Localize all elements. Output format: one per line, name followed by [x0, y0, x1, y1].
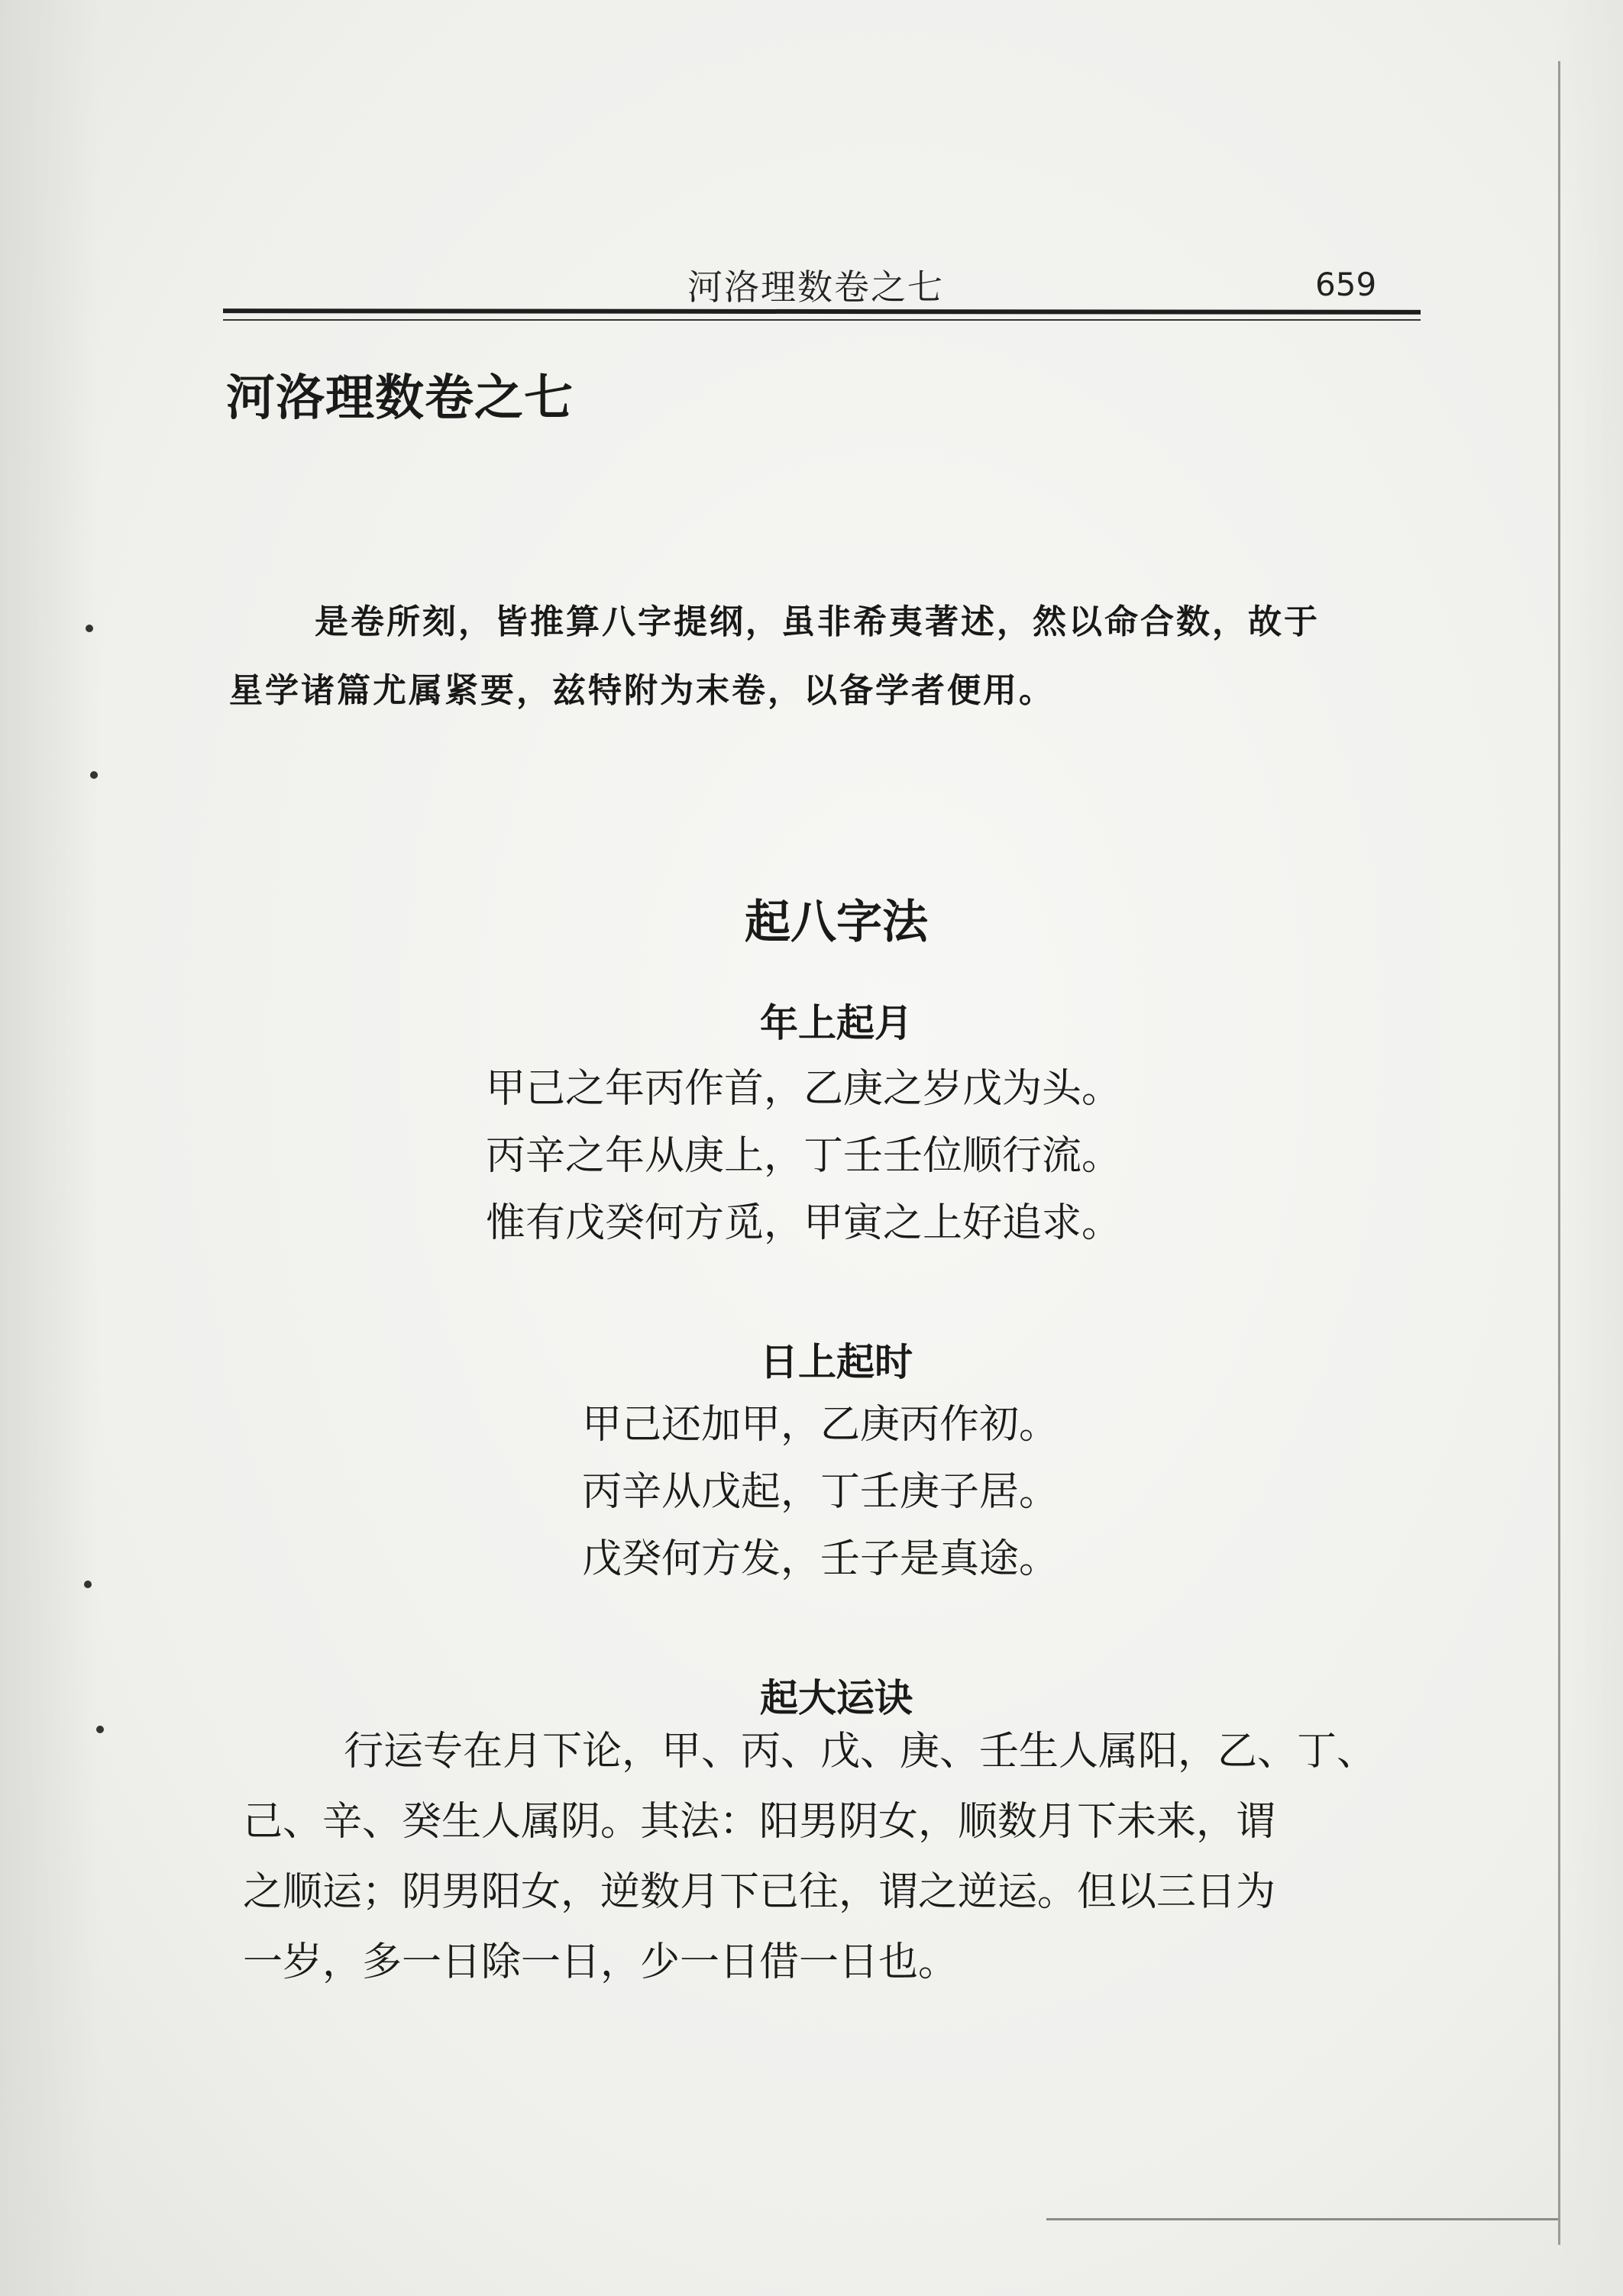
verse-line: 丙辛之年从庚上，丁壬壬位顺行流。: [486, 1133, 1122, 1179]
paragraph-line: 行运专在月下论，甲、丙、戊、庚、壬生人属阳，乙、丁、: [344, 1729, 1377, 1774]
preface-paragraph: [229, 588, 1428, 725]
scan-speck: [96, 1726, 104, 1733]
verse-day-hour: [582, 1391, 1059, 1593]
paragraph-line: 己、辛、癸生人属阴。其法：阳男阴女，顺数月下未来，谓: [243, 1799, 1276, 1845]
paragraph-line: 之顺运；阴男阳女，逆数月下已往，谓之逆运。但以三日为: [243, 1869, 1276, 1915]
scan-shadow-right: [1554, 0, 1623, 2296]
page-bottom-edge: [1046, 2218, 1558, 2220]
scan-speck: [84, 1581, 92, 1588]
header-rule: [223, 308, 1421, 315]
header-rule-thin: [223, 319, 1421, 321]
preface-line: 是卷所刻，皆推算八字提纲，虽非希夷著述，然以命合数，故于: [315, 602, 1320, 641]
scan-shadow-left: [0, 0, 99, 2296]
chapter-title: 河洛理数卷之七: [226, 370, 574, 427]
section-title: 起八字法: [745, 896, 928, 949]
scan-speck: [90, 771, 98, 779]
preface-line: 星学诸篇尤属紧要，兹特附为末卷，以备学者便用。: [229, 671, 1055, 710]
luck-paragraph: [243, 1716, 1431, 1997]
page-edge-line: [1558, 61, 1560, 2245]
running-header-title: 河洛理数卷之七: [687, 266, 944, 308]
paragraph-line: 一岁，多一日除一日，少一日借一日也。: [243, 1939, 959, 1985]
verse-line: 戊癸何方发，壬子是真途。: [582, 1536, 1059, 1582]
verse-line: 甲己之年丙作首，乙庚之岁戊为头。: [486, 1066, 1122, 1112]
subheading-luck: 起大运诀: [760, 1676, 913, 1720]
page-number: 659: [1315, 266, 1377, 303]
verse-line: 丙辛从戊起，丁壬庚子居。: [582, 1469, 1059, 1515]
verse-line: 惟有戊癸何方觅，甲寅之上好追求。: [486, 1200, 1122, 1246]
subheading-year-month: 年上起月: [760, 1001, 913, 1045]
scan-speck: [86, 625, 93, 632]
subheading-day-hour: 日上起时: [760, 1340, 913, 1384]
verse-line: 甲己还加甲，乙庚丙作初。: [582, 1402, 1059, 1448]
verse-year-month: [486, 1055, 1121, 1257]
